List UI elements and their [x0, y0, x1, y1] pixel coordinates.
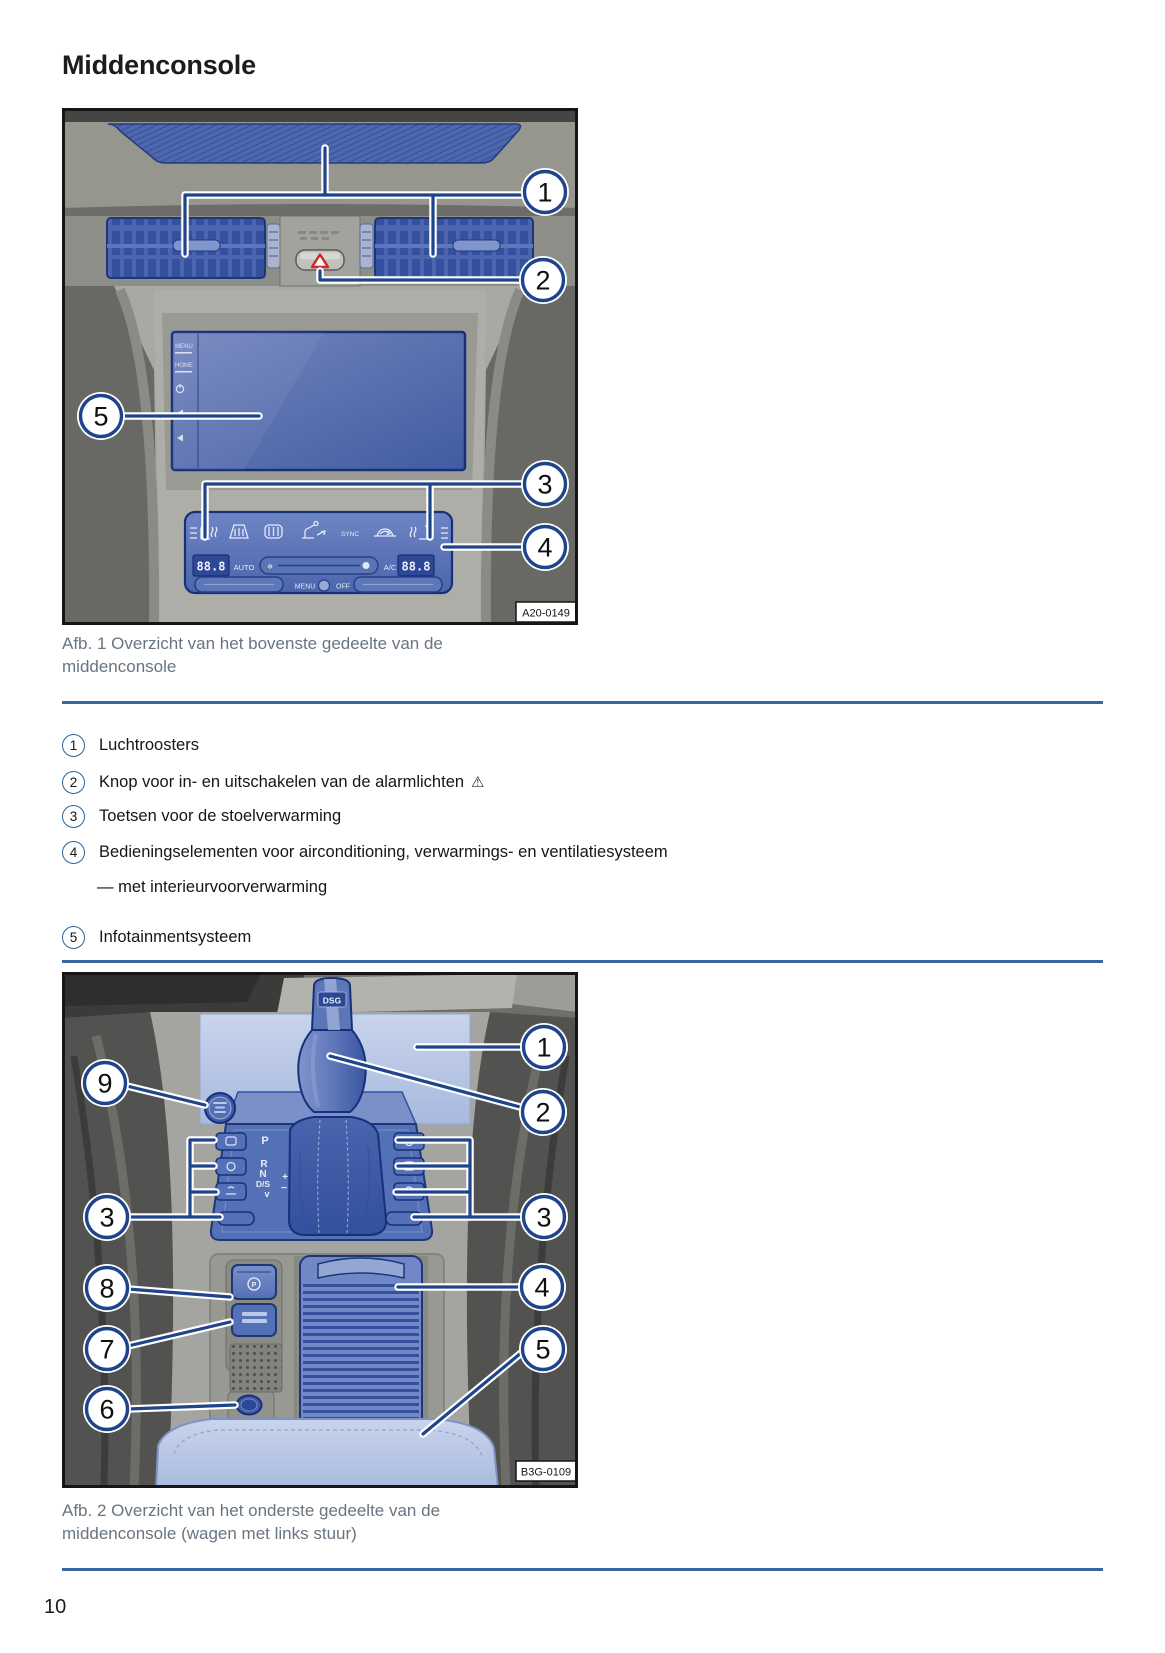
- infotainment-screen: [172, 332, 465, 470]
- divider-rule-middle: [62, 960, 1103, 963]
- svg-text:5: 5: [535, 1334, 551, 1365]
- screen-menu-label: MENU: [175, 344, 193, 350]
- divider-rule-top: [62, 701, 1103, 704]
- off-label: OFF: [336, 583, 350, 591]
- page-title: Middenconsole: [62, 50, 256, 80]
- callout-3-right: [520, 1193, 568, 1241]
- callout-1: [520, 1023, 568, 1071]
- svg-text:+: +: [282, 1172, 288, 1183]
- screen-home-label: HOME: [175, 363, 193, 369]
- callout-9: [81, 1059, 129, 1107]
- figure-1-caption: Afb. 1 Overzicht van het bovenste gedeelte van de middenconsole: [62, 634, 443, 676]
- svg-text:−: −: [281, 1183, 287, 1194]
- legend-item-1: 1 Luchtroosters: [62, 734, 199, 756]
- engine-start-stop-button: [205, 1093, 235, 1123]
- legend-num-1: 1: [62, 734, 85, 757]
- defroster-grille: [108, 124, 520, 163]
- svg-text:R: R: [260, 1159, 268, 1170]
- svg-text:1: 1: [537, 177, 553, 208]
- legend-num-5: 5: [62, 926, 85, 949]
- svg-text:88.8: 88.8: [401, 559, 431, 574]
- seat-right: [467, 1012, 578, 1488]
- svg-text:A20-0149: A20-0149: [522, 607, 570, 620]
- legend-num-4: 4: [62, 841, 85, 864]
- legend-item-2: 2 Knop voor in- en uitschakelen van de alarmlichten ⚠: [62, 771, 485, 793]
- svg-text:2: 2: [535, 265, 551, 296]
- menu-label: MENU: [294, 583, 316, 591]
- temp-display-left: [193, 555, 229, 576]
- svg-text:N: N: [259, 1169, 267, 1180]
- divider-rule-bottom: [62, 1568, 1103, 1571]
- switch-cluster: [226, 1260, 282, 1422]
- gear-boot: [289, 1117, 386, 1235]
- legend-item-4-sub: — met interieurvoorverwarming: [97, 878, 328, 896]
- sync-label: SYNC: [340, 531, 360, 538]
- legend-item-3: 3 Toetsen voor de stoelverwarming: [62, 805, 341, 827]
- parking-brake-button: [232, 1265, 276, 1299]
- svg-text:9: 9: [97, 1068, 113, 1099]
- callout-7: [83, 1325, 131, 1373]
- callout-3-left: [83, 1193, 131, 1241]
- figure-2-caption: Afb. 2 Overzicht van het onderste gedeelte van de middenconsole (wagen met links stuur): [62, 1501, 441, 1543]
- temp-display-right: [398, 555, 434, 576]
- page-number: 10: [44, 1596, 67, 1618]
- svg-text:v: v: [264, 1189, 270, 1199]
- svg-text:4: 4: [537, 532, 553, 563]
- legend-num-3: 3: [62, 805, 85, 828]
- svg-text:1: 1: [536, 1032, 552, 1063]
- callout-4: [518, 1263, 566, 1311]
- auto-hold-button: [232, 1304, 276, 1336]
- snowflake-icon: ❄: [267, 564, 273, 571]
- svg-text:D/S: D/S: [255, 1179, 271, 1189]
- speaker-grille: [230, 1344, 282, 1392]
- figure-2-lower-console: [62, 972, 578, 1488]
- temp-slider: [260, 557, 378, 574]
- svg-text:7: 7: [99, 1334, 115, 1365]
- legend-item-4: 4 Bedieningselementen voor airconditioning, verwarmings- en ventilatiesysteem: [62, 841, 668, 863]
- vent-thumbwheel-right-icon: [360, 224, 373, 268]
- warning-triangle-icon: ⚠: [471, 774, 485, 791]
- callout-1: [521, 168, 569, 216]
- svg-text:B3G-0109: B3G-0109: [520, 1466, 572, 1479]
- vent-thumbwheel-left-icon: [267, 224, 280, 268]
- callout-6: [83, 1385, 131, 1433]
- svg-text:8: 8: [99, 1273, 115, 1304]
- dsg-badge: DSG: [322, 995, 342, 1006]
- air-vent-right: [375, 218, 533, 278]
- figure-code: [516, 1461, 576, 1481]
- ac-label: A/C: [383, 563, 397, 572]
- svg-text:6: 6: [99, 1394, 115, 1425]
- callout-2: [519, 1088, 567, 1136]
- callout-2: [519, 256, 567, 304]
- callout-5: [519, 1325, 567, 1373]
- callout-8: [83, 1264, 131, 1312]
- svg-text:2: 2: [535, 1097, 551, 1128]
- hazard-light-button: [296, 250, 344, 270]
- svg-text:P: P: [261, 1135, 269, 1147]
- svg-text:88.8: 88.8: [196, 559, 226, 574]
- svg-text:5: 5: [93, 401, 109, 432]
- figure-1-upper-console: [62, 108, 578, 625]
- climate-control-panel: [185, 512, 452, 593]
- legend-num-2: 2: [62, 771, 85, 794]
- figure-code: [516, 602, 576, 622]
- svg-text:4: 4: [534, 1272, 550, 1303]
- callout-5: [77, 392, 125, 440]
- auto-label: AUTO: [233, 563, 255, 572]
- callout-3: [521, 460, 569, 508]
- svg-text:3: 3: [536, 1202, 552, 1233]
- svg-text:3: 3: [537, 469, 553, 500]
- callout-4: [521, 523, 569, 571]
- svg-text:3: 3: [99, 1202, 115, 1233]
- menu-knob: [319, 580, 330, 591]
- legend-item-5: 5 Infotainmentsysteem: [62, 926, 251, 948]
- parking-brake-p-icon: P: [251, 1282, 257, 1289]
- armrest: [156, 1419, 498, 1488]
